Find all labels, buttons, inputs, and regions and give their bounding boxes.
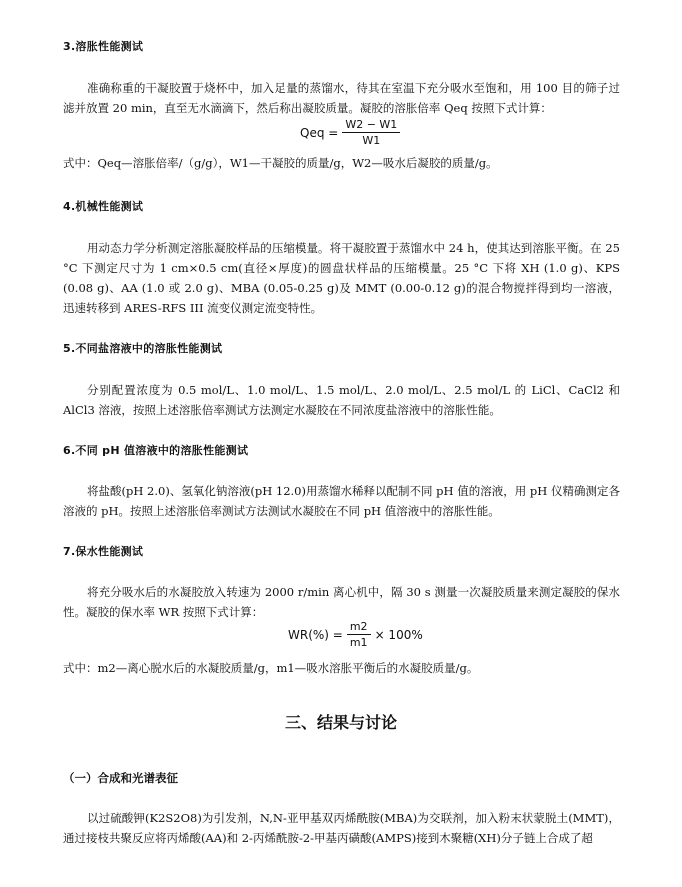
paragraph-ph-method: 将盐酸(pH 2.0)、氢氧化钠溶液(pH 12.0)用蒸馏水稀释以配制不同 pH 值的溶液，用 pH 仪精确测定各溶液的 pH。按照上述溶胀倍率测试方法测试水凝胶在不同 pH 值溶液中的溶胀性能。 [63, 484, 620, 518]
formula-swelling-ratio [300, 118, 404, 147]
formula-lhs: WR(%) = [288, 627, 343, 642]
paragraph-water-retention-method: 将充分吸水后的水凝胶放入转速为 2000 r/min 离心机中，隔 30 s 测量一次凝胶质量来测定凝胶的保水性。凝胶的保水率 WR 按照下式计算： [63, 585, 620, 619]
paragraph-salt-method: 分别配置浓度为 0.5 mol/L、1.0 mol/L、1.5 mol/L、2.0 mol/L、2.5 mol/L 的 LiCl、CaCl2 和 AlCl3 溶液，按照上述溶胀倍率测试方法测定水凝胶在不同浓度盐溶液中的溶胀性能。 [63, 383, 620, 417]
fraction [342, 118, 400, 147]
paragraph-swelling-method: 准确称重的干凝胶置于烧杯中，加入足量的蒸馏水，待其在室温下充分吸水至饱和，用 100 目的筛子过滤并放置 20 min，直至无水滴滴下，然后称出凝胶质量。凝胶的溶胀倍率 Qeq 按照下式计算： [63, 81, 620, 115]
formula-rhs: × 100% [374, 627, 423, 642]
heading-swelling-test: 3.溶胀性能测试 [63, 40, 144, 53]
paragraph-synthesis: 以过硫酸钾(K2S2O8)为引发剂，N,N-亚甲基双丙烯酰胺(MBA)为交联剂，加入粉末状蒙脱土(MMT)，通过接枝共聚反应将丙烯酸(AA)和 2-丙烯酰胺-2-甲基丙磺酸(AMPS)接到木聚糖(XH)分子链上合成了超 [63, 811, 620, 845]
subsection-heading-synthesis: （一）合成和光谱表征 [63, 771, 178, 785]
heading-mechanical-test: 4.机械性能测试 [63, 200, 144, 213]
heading-water-retention-test: 7.保水性能测试 [63, 545, 144, 558]
heading-ph-swelling-test: 6.不同 pH 值溶液中的溶胀性能测试 [63, 444, 249, 457]
formula-legend-swelling: 式中：Qeq—溶胀倍率/（g/g），W1—干凝胶的质量/g，W2—吸水后凝胶的质量/g。 [63, 156, 498, 170]
formula-lhs: Qeq = [300, 125, 339, 140]
fraction-numerator: m2 [347, 620, 371, 635]
paragraph-mechanical-method: 用动态力学分析测定溶胀凝胶样品的压缩模量。将干凝胶置于蒸馏水中 24 h，使其达到溶胀平衡。在 25 °C 下测定尺寸为 1 cm×0.5 cm(直径×厚度)的圆盘状样品的压缩模量。25 °C 下将 XH (1.0 g)、KPS (0.08 g)、AA (1.0 或 2.0 g)、MBA (0.05-0.25 g)及 MMT (0.00-0.12 g)的混合物搅拌得到均一溶液，迅速转移到 ARES-RFS III 流变仪测定流变特性。 [63, 241, 620, 315]
formula-water-retention [288, 620, 423, 649]
formula-legend-water-retention: 式中：m2—离心脱水后的水凝胶质量/g，m1—吸水溶胀平衡后的水凝胶质量/g。 [63, 661, 479, 675]
chapter-title: 三、结果与讨论 [284, 713, 397, 732]
heading-salt-swelling-test: 5.不同盐溶液中的溶胀性能测试 [63, 342, 223, 355]
fraction-numerator: W2 − W1 [342, 118, 400, 133]
fraction-denominator: m1 [349, 636, 368, 649]
fraction [347, 620, 371, 649]
fraction-denominator: W1 [362, 134, 381, 147]
